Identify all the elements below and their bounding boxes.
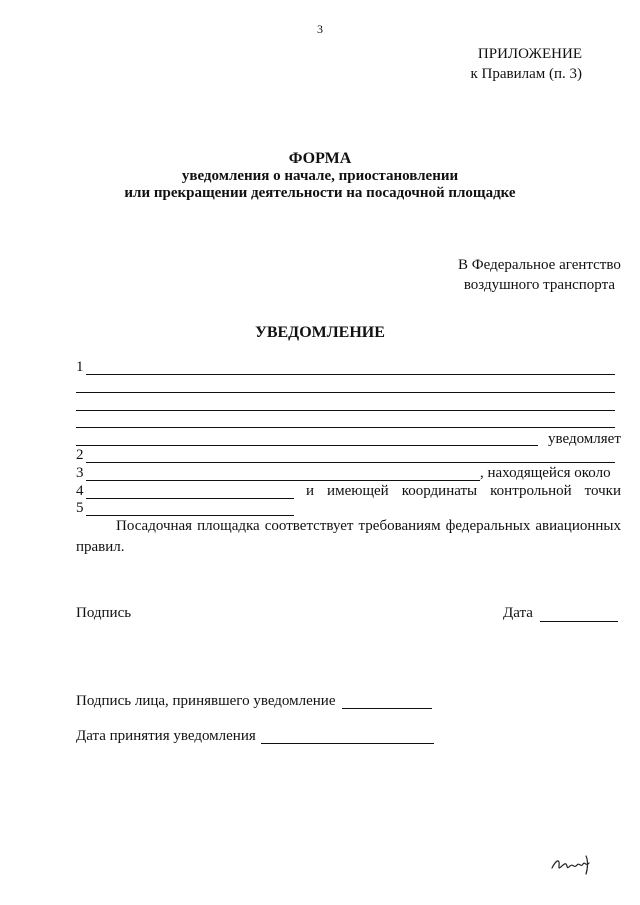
- receipt-date-line[interactable]: [261, 743, 434, 744]
- field-2-number: 2: [76, 447, 84, 463]
- signature-label: Подпись: [76, 605, 132, 621]
- appendix-block: [470, 44, 582, 84]
- form-title-line3: или прекращении деятельности на посадочной площадке: [124, 185, 516, 201]
- field-1-line[interactable]: [86, 374, 615, 375]
- form-title: [0, 150, 640, 202]
- field-1-line-3[interactable]: [76, 410, 615, 411]
- receiver-signature-label: Подпись лица, принявшего уведомление: [76, 693, 336, 709]
- coordinates-text: и имеющей координаты контрольной точки: [306, 483, 621, 499]
- field-1-line-2[interactable]: [76, 392, 615, 393]
- date-line[interactable]: [540, 621, 618, 622]
- located-near-text: , находящейся около: [480, 465, 611, 481]
- field-4-number: 4: [76, 483, 84, 499]
- appendix-title: ПРИЛОЖЕНИЕ: [477, 46, 582, 62]
- field-3-number: 3: [76, 465, 84, 481]
- field-1-number: 1: [76, 359, 84, 375]
- notice-heading: УВЕДОМЛЕНИЕ: [255, 324, 385, 341]
- field-5-number: 5: [76, 500, 84, 516]
- notifies-text: уведомляет: [548, 431, 621, 447]
- receiver-signature-line[interactable]: [342, 708, 432, 709]
- handwritten-signature: [550, 852, 594, 876]
- field-1-line-5[interactable]: [76, 445, 538, 446]
- addressee-block: [458, 255, 621, 295]
- field-2-line[interactable]: [86, 462, 615, 463]
- form-title-line1: ФОРМА: [288, 150, 352, 167]
- addressee-line2: воздушного транспорта: [463, 277, 615, 293]
- field-3-line[interactable]: [86, 480, 480, 481]
- page-number: 3: [317, 22, 323, 36]
- field-1-line-4[interactable]: [76, 427, 615, 428]
- appendix-reference: к Правилам (п. 3): [470, 66, 582, 82]
- form-title-line2: уведомления о начале, приостановлении: [181, 168, 459, 184]
- compliance-paragraph: Посадочная площадка соответствует требованиям федеральных авиационных правил.: [76, 518, 621, 555]
- addressee-line1: В Федеральное агентство: [458, 257, 621, 273]
- date-label: Дата: [503, 605, 533, 621]
- field-4-line[interactable]: [86, 498, 294, 499]
- receipt-date-label: Дата принятия уведомления: [76, 728, 256, 744]
